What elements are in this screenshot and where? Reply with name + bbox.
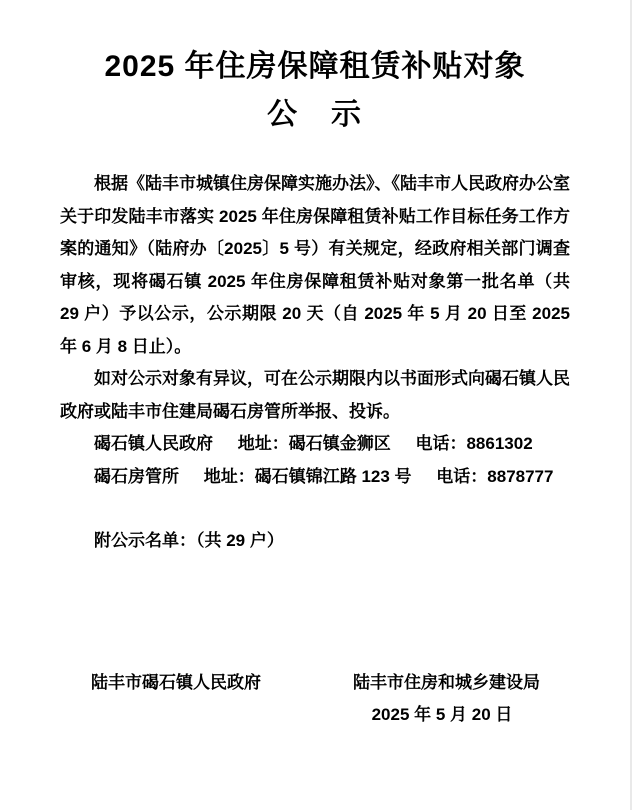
contact-name: 碣石镇人民政府	[94, 434, 213, 453]
contact-line-housing-office	[60, 461, 570, 494]
contact-phone: 电话：8861302	[415, 434, 533, 453]
signature-row	[60, 672, 570, 694]
signature-org-left: 陆丰市碣石镇人民政府	[91, 672, 261, 692]
contact-line-town-government	[60, 428, 570, 461]
contact-address: 地址：碣石镇金狮区	[237, 434, 391, 453]
notice-title: 2025 年住房保障租赁补贴对象	[104, 50, 526, 83]
contact-name: 碣石房管所	[94, 466, 179, 486]
contact-address: 地址：碣石镇锦江路 123 号	[203, 466, 412, 486]
signature-date: 2025 年 5 月 20 日	[371, 704, 513, 724]
paragraph-basis: 根据《陆丰市城镇住房保障实施办法》、《陆丰市人民政府办公室关于印发陆丰市落实 2025 年住房保障租赁补贴工作目标任务工作方案的通知》（陆府办〔2025〕5 号）有关规定，经政府相关部门调查审核，现将碣石镇 2025 年住房保障租赁补贴对象第一批名单（共 29 户）予以公示，公示期限 20 天（自 2025 年 5 月 20 日至 2025 年 6 月 8 日止）。	[60, 174, 570, 356]
signature-org-right: 陆丰市住房和城乡建设局	[353, 672, 540, 692]
paragraph-objection: 如对公示对象有异议，可在公示期限内以书面形式向碣石镇人民政府或陆丰市住建局碣石房管所举报、投诉。	[60, 369, 570, 421]
attachment-note: 附公示名单：（共 29 户）	[94, 531, 284, 550]
notice-subtitle: 公 示	[267, 98, 363, 131]
contact-phone: 电话：8878777	[436, 466, 554, 486]
notice-body	[60, 168, 570, 726]
